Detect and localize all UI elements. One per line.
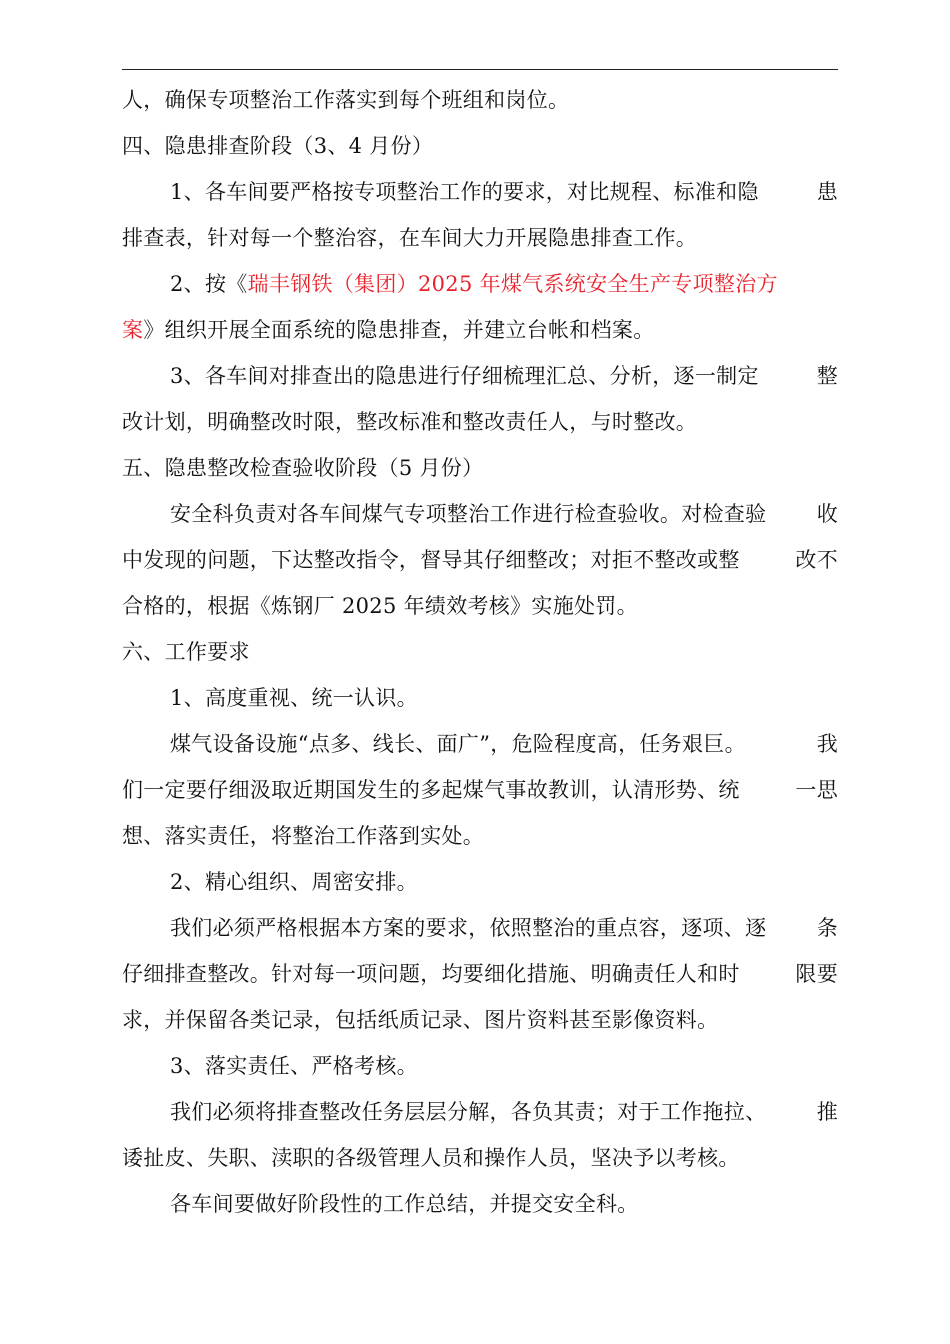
text-line-main: 1、各车间要严格按专项整治工作的要求，对比规程、标准和隐 — [170, 180, 759, 204]
text-line-tail: 整 — [816, 364, 838, 388]
subheading: 1、高度重视、统一认识。 — [170, 686, 418, 710]
subheading: 2、精心组织、周密安排。 — [170, 870, 418, 894]
text-line-tail: 收 — [816, 502, 838, 526]
text-line — [170, 913, 838, 943]
text-line-tail: 条 — [816, 916, 838, 940]
text-line — [122, 545, 838, 575]
text-line-tail: 改不 — [795, 548, 838, 572]
text-line-main: 煤气设备设施“点多、线长、面广”，危险程度高，任务艰巨。 — [170, 732, 746, 756]
text-line-main: 仔细排查整改。针对每一项问题，均要细化措施、明确责任人和时 — [122, 962, 740, 986]
text-line: 求，并保留各类记录，包括纸质记录、图片资料甚至影像资料。 — [122, 1008, 719, 1032]
text-line-tail: 推 — [816, 1100, 838, 1124]
section-heading: 五、隐患整改检查验收阶段（5 月份） — [122, 456, 484, 480]
text-line-tail: 限要 — [795, 962, 838, 986]
text-line: 诿扯皮、失职、渎职的各级管理人员和操作人员，坚决予以考核。 — [122, 1146, 740, 1170]
text-line — [170, 1097, 838, 1127]
text-line-main: 安全科负责对各车间煤气专项整治工作进行检查验收。对检查验 — [170, 502, 767, 526]
text-line — [122, 959, 838, 989]
text-line-main: 我们必须将排查整改任务层层分解，各负其责；对于工作拖拉、 — [170, 1100, 767, 1124]
text-line: 人，确保专项整治工作落实到每个班组和岗位。 — [122, 88, 570, 112]
section-heading: 六、工作要求 — [122, 640, 250, 664]
text-line-tail: 一思 — [795, 778, 838, 802]
text-line-tail: 患 — [816, 180, 838, 204]
text-line: 合格的，根据《炼钢厂 2025 年绩效考核》实施处罚。 — [122, 594, 638, 618]
text-line-main: 3、各车间对排查出的隐患进行仔细梳理汇总、分析，逐一制定 — [170, 364, 759, 388]
text-line-main: 们一定要仔细汲取近期国发生的多起煤气事故教训，认清形势、统 — [122, 778, 740, 802]
text-line: 想、落实责任，将整治工作落到实处。 — [122, 824, 485, 848]
text-line — [170, 269, 838, 299]
text-line: 改计划，明确整改时限，整改标准和整改责任人，与时整改。 — [122, 410, 698, 434]
text-line — [122, 315, 838, 345]
text-line — [170, 177, 838, 207]
text-line-tail: 我 — [816, 732, 838, 756]
section-heading: 四、隐患排查阶段（3、4 月份） — [122, 134, 434, 158]
text-line: 各车间要做好阶段性的工作总结，并提交安全科。 — [170, 1192, 639, 1216]
text-line — [170, 499, 838, 529]
text-line — [170, 361, 838, 391]
text-line — [170, 729, 838, 759]
text-suffix: 》组织开展全面系统的隐患排查，并建立台帐和档案。 — [143, 318, 655, 342]
text-line-main: 我们必须严格根据本方案的要求，依照整治的重点容，逐项、逐 — [170, 916, 767, 940]
text-line-main: 中发现的问题，下达整改指令，督导其仔细整改；对拒不整改或整 — [122, 548, 740, 572]
text-line: 排查表，针对每一个整治容，在车间大力开展隐患排查工作。 — [122, 226, 698, 250]
subheading: 3、落实责任、严格考核。 — [170, 1054, 418, 1078]
highlighted-document-title: 瑞丰钢铁（集团）2025 年煤气系统安全生产专项整治方 — [247, 272, 778, 296]
highlighted-document-title: 案 — [122, 318, 144, 342]
header-rule — [122, 69, 838, 70]
text-line — [122, 775, 838, 805]
text-prefix: 2、按《 — [170, 272, 248, 296]
